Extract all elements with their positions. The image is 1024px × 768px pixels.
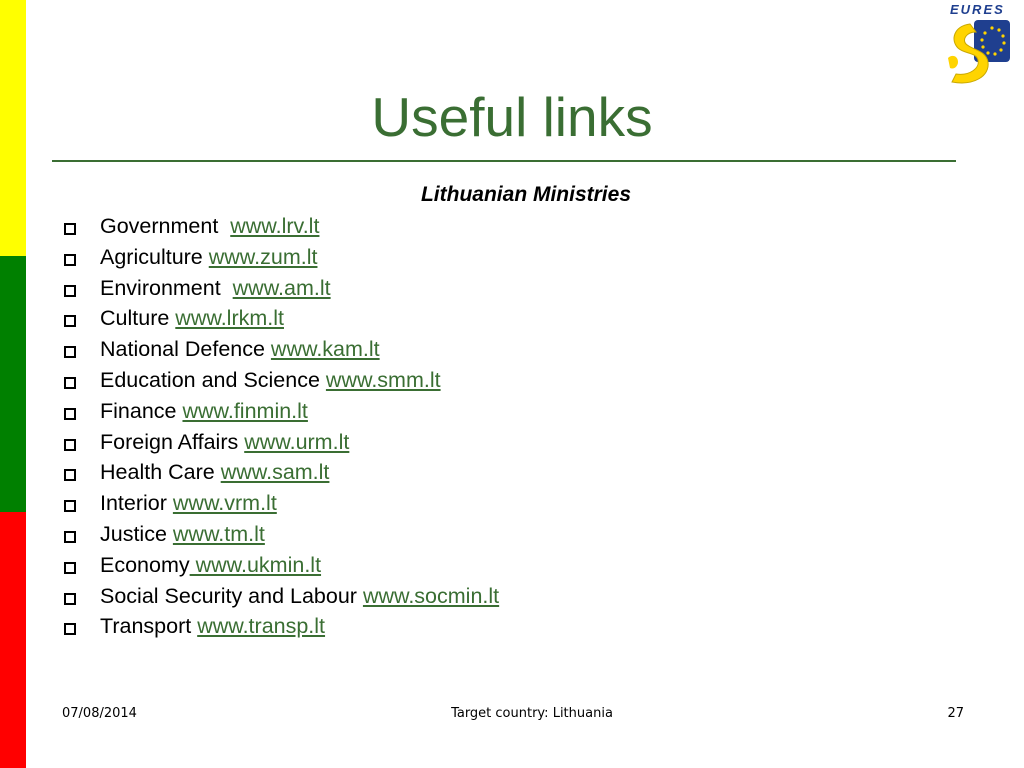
flag-band-red: [0, 512, 26, 768]
list-item: [62, 303, 499, 334]
square-bullet-icon: [64, 223, 76, 235]
square-bullet-icon: [64, 254, 76, 266]
ministry-link[interactable]: www.smm.lt: [325, 367, 441, 392]
square-bullet-icon: [64, 531, 76, 543]
ministry-label: Culture: [100, 306, 176, 331]
list-item: [62, 365, 499, 396]
ministry-link[interactable]: www.tm.lt: [172, 521, 265, 546]
section-subtitle: Lithuanian Ministries: [420, 183, 632, 206]
ministry-label: Economy: [100, 552, 190, 577]
eures-logo-icon: [944, 18, 1014, 86]
ministry-label: Interior: [100, 491, 173, 516]
footer-page-number: 27: [947, 706, 964, 721]
list-item: [62, 396, 499, 427]
ministry-link[interactable]: www.finmin.lt: [182, 398, 308, 423]
list-item: [62, 581, 499, 612]
eures-logo-text: EURES: [950, 2, 1005, 17]
list-item: [62, 211, 499, 242]
ministry-label: Transport: [100, 614, 198, 639]
ministry-link[interactable]: www.lrkm.lt: [175, 306, 284, 331]
list-item: [62, 611, 499, 642]
ministry-label: National Defence: [100, 337, 271, 362]
ministry-link[interactable]: www.urm.lt: [244, 429, 350, 454]
square-bullet-icon: [64, 439, 76, 451]
footer-date: 07/08/2014: [62, 706, 137, 721]
footer-center-text: Target country: Lithuania: [451, 706, 613, 721]
ministry-label: Foreign Affairs: [100, 429, 245, 454]
ministry-link[interactable]: www.transp.lt: [197, 614, 326, 639]
ministry-label: Agriculture: [100, 244, 209, 269]
ministry-link[interactable]: www.vrm.lt: [172, 491, 277, 516]
square-bullet-icon: [64, 562, 76, 574]
square-bullet-icon: [64, 623, 76, 635]
flag-band-green: [0, 256, 26, 512]
lithuanian-flag-stripe: [0, 0, 26, 768]
title-underline-divider: [52, 160, 956, 162]
list-item: [62, 273, 499, 304]
ministry-link[interactable]: www.kam.lt: [270, 337, 380, 362]
square-bullet-icon: [64, 593, 76, 605]
list-item: [62, 488, 499, 519]
ministry-label: Finance: [100, 398, 183, 423]
ministry-label: Health Care: [100, 460, 221, 485]
page-title: Useful links: [371, 86, 653, 148]
ministry-label: Education and Science: [100, 367, 326, 392]
ministry-link[interactable]: www.sam.lt: [220, 460, 330, 485]
square-bullet-icon: [64, 500, 76, 512]
square-bullet-icon: [64, 315, 76, 327]
square-bullet-icon: [64, 408, 76, 420]
ministry-label: Justice: [100, 521, 173, 546]
ministry-label: Social Security and Labour: [100, 583, 363, 608]
ministry-link[interactable]: www.am.lt: [232, 275, 331, 300]
ministry-link[interactable]: www.lrv.lt: [230, 214, 320, 238]
list-item: [62, 519, 499, 550]
ministry-link[interactable]: www.zum.lt: [208, 244, 318, 269]
list-item: [62, 457, 499, 488]
ministry-link[interactable]: www.socmin.lt: [362, 583, 500, 608]
list-item: [62, 242, 499, 273]
square-bullet-icon: [64, 469, 76, 481]
list-item: [62, 550, 499, 581]
list-item: [62, 334, 499, 365]
flag-band-yellow: [0, 0, 26, 256]
square-bullet-icon: [64, 285, 76, 297]
ministry-label: Government: [100, 214, 231, 238]
ministry-label: Environment: [100, 275, 233, 300]
ministry-link-list: [62, 211, 499, 642]
list-item: [62, 427, 499, 458]
square-bullet-icon: [64, 377, 76, 389]
ministry-link[interactable]: www.ukmin.lt: [189, 552, 322, 577]
eures-logo: [944, 0, 1020, 88]
square-bullet-icon: [64, 346, 76, 358]
